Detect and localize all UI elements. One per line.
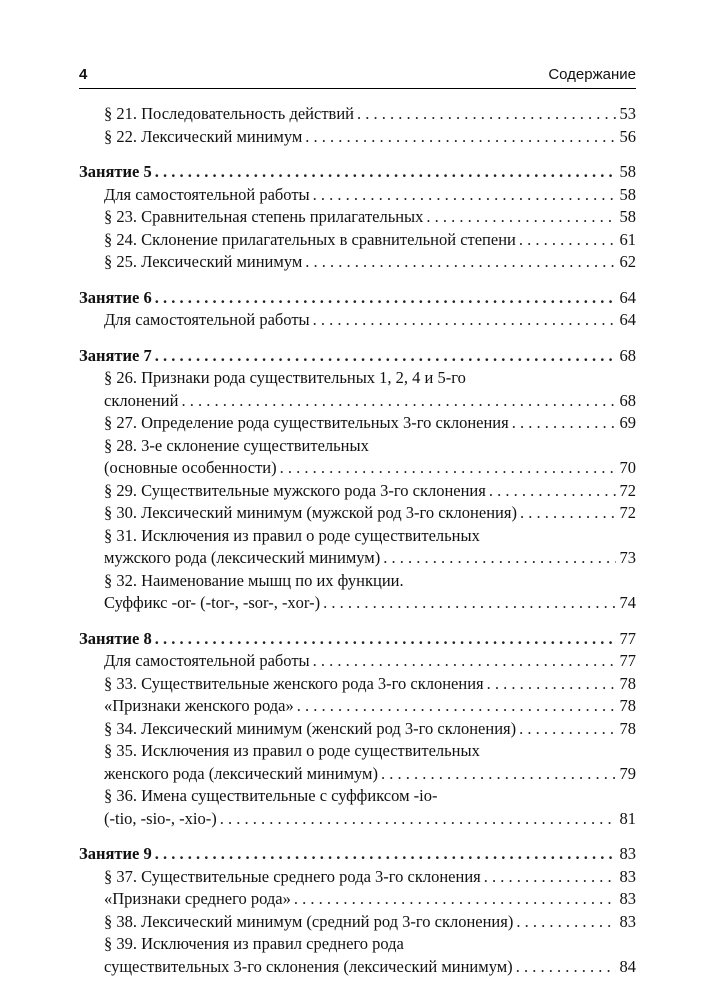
- toc-entry: § 22. Лексический минимум . . . 56: [79, 126, 636, 149]
- section-title: Содержание: [548, 66, 636, 83]
- toc-entry: § 37. Существительные среднего рода 3-го склонения . . . 83: [79, 866, 636, 889]
- toc-lesson: Занятие 9 . . . 83: [79, 843, 636, 866]
- toc-lesson: Занятие 8 . . . 77: [79, 628, 636, 651]
- toc-entry-line: § 39. Исключения из правил среднего рода: [104, 934, 404, 953]
- toc-entry: Суффикс -or- (-tor-, -sor-, -xor-) . . . 74: [79, 592, 636, 615]
- table-of-contents: [79, 103, 636, 978]
- toc-entry: Для самостоятельной работы . . . 64: [79, 309, 636, 332]
- toc-entry-line: § 35. Исключения из правил о роде существительных: [104, 741, 480, 760]
- toc-entry: § 34. Лексический минимум (женский род 3-го склонения) . . . 78: [79, 718, 636, 741]
- toc-entry: § 38. Лексический минимум (средний род 3-го склонения) . . . 83: [79, 911, 636, 934]
- toc-entry-line: § 28. 3-е склонение существительных: [104, 435, 369, 455]
- toc-entry: «Признаки среднего рода» . . . 83: [79, 888, 636, 911]
- toc-entry: § 23. Сравнительная степень прилагательных . . . 58: [79, 206, 636, 229]
- toc-entry-line: § 32. Наименование мышц по их функции.: [104, 570, 404, 590]
- toc-entry-line: § 36. Имена существительные с суффиксом -io-: [104, 786, 438, 805]
- toc-entry: § 29. Существительные мужского рода 3-го склонения . . . 72: [79, 480, 636, 503]
- toc-entry: § 30. Лексический минимум (мужской род 3-го склонения) . . . 72: [79, 502, 636, 525]
- toc-lesson: Занятие 5 . . . 58: [79, 161, 636, 184]
- toc-entry: § 33. Существительные женского рода 3-го склонения . . . 78: [79, 673, 636, 696]
- running-header: [79, 64, 636, 89]
- toc-entry-line: § 31. Исключения из правил о роде существительных: [104, 525, 480, 545]
- toc-entry: § 27. Определение рода существительных 3-го склонения . . . 69: [79, 412, 636, 435]
- toc-entry: существительных 3-го склонения (лексический минимум) . . . 84: [79, 956, 636, 979]
- toc-entry: склонений . . . 68: [79, 390, 636, 413]
- toc-entry: Для самостоятельной работы . . . 58: [79, 184, 636, 207]
- toc-entry: (-tio, -sio-, -xio-) . . . 81: [79, 808, 636, 831]
- toc-entry-line: § 26. Признаки рода существительных 1, 2, 4 и 5-го: [104, 368, 466, 387]
- toc-entry: § 24. Склонение прилагательных в сравнительной степени . . . 61: [79, 229, 636, 252]
- toc-entry: женского рода (лексический минимум) . . . 79: [79, 763, 636, 786]
- toc-entry: Для самостоятельной работы . . . 77: [79, 650, 636, 673]
- page-number: 4: [79, 66, 88, 83]
- toc-entry: (основные особенности) . . . 70: [79, 457, 636, 480]
- toc-entry: § 21. Последовательность действий . . . 53: [79, 103, 636, 126]
- toc-entry: § 25. Лексический минимум . . . 62: [79, 251, 636, 274]
- toc-entry: «Признаки женского рода» . . . 78: [79, 695, 636, 718]
- toc-lesson: Занятие 6 . . . 64: [79, 287, 636, 310]
- toc-entry: мужского рода (лексический минимум) . . . 73: [79, 547, 636, 570]
- toc-lesson: Занятие 7 . . . 68: [79, 345, 636, 368]
